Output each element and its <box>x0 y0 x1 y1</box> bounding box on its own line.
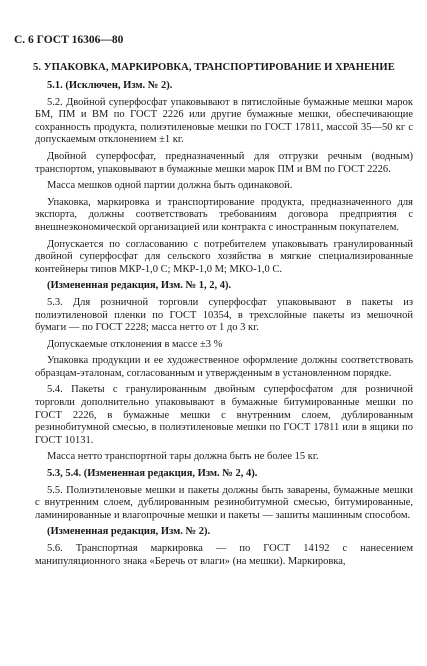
paragraph: Упаковка продукции и ее художественное оформление должны соответствовать образцам-эталонам, согласованным и утвержденным в установленном порядке. <box>35 355 413 379</box>
amendment-note: (Измененная редакция, Изм. № 2). <box>47 526 211 538</box>
paragraph: Упаковка, маркировка и транспортирование продукта, предназначенного для экспорта, должны соответствовать требованиям договора предприятия с внешнеэкономической организацией или контракта с иностранным покупателем. <box>35 196 413 233</box>
paragraph: 5.4. Пакеты с гранулированным двойным суперфосфатом для розничной торговли дополнительно упаковывают в бумажные битумированные мешки по ГОСТ 2226, в бумажные мешки с внутренним слоем, дублированным резинобитумной смесью, в полиэтиленовые мешки по ГОСТ 17811 или в ящики по ГОСТ 10131. <box>35 384 413 446</box>
amendment-note: (Измененная редакция, Изм. № 1, 2, 4). <box>47 280 232 292</box>
section-title: 5. УПАКОВКА, МАРКИРОВКА, ТРАНСПОРТИРОВАНИЕ И ХРАНЕНИЕ <box>33 62 395 73</box>
paragraph: 5.5. Полиэтиленовые мешки и пакеты должны быть заварены, бумажные мешки с внутренним слоем, дублированным резинобитумной смесью, битумированные, ламинированные и влагопрочные мешки и пакеты — зашиты машинным способом. <box>35 484 413 521</box>
page-header: С. 6 ГОСТ 16306—80 <box>14 34 124 46</box>
paragraph: 5.3. Для розничной торговли суперфосфат упаковывают в пакеты из полиэтиленовой пленки по ГОСТ 10354, в трехслойные пакеты из мешочной бумаги — по ГОСТ 2228; масса нетто от 1 до 3 кг. <box>35 296 413 334</box>
paragraph: Масса мешков одной партии должна быть одинаковой. <box>47 180 293 192</box>
paragraph: 5.2. Двойной суперфосфат упаковывают в пятислойные бумажные мешки марок БМ, ПМ и ВМ по ГОСТ 2226 или другие бумажные мешки, обеспечивающие сохранность продукта, полиэтиленовые мешки по ГОСТ 17811, массой 35—50 кг с допускаемым отклонением ±1 кг. <box>35 96 413 146</box>
paragraph: Допускается по согласованию с потребителем упаковывать гранулированный двойной суперфосфат для сельского хозяйства в мягкие специализированные контейнеры типов МКР-1,0 С; МКР-1,0 М; МКО-1,0 С. <box>35 238 413 275</box>
paragraph: 5.1. (Исключен, Изм. № 2). <box>47 80 173 91</box>
paragraph: Масса нетто транспортной тары должна быть не более 15 кг. <box>47 451 319 463</box>
document-body <box>35 80 413 572</box>
paragraph: Двойной суперфосфат, предназначенный для отгрузки речным (водным) транспортом, упаковывают в бумажные мешки марок ПМ и ВМ по ГОСТ 2226. <box>35 150 413 175</box>
amendment-note: 5.3, 5.4. (Измененная редакция, Изм. № 2, 4). <box>47 468 258 480</box>
paragraph: 5.6. Транспортная маркировка — по ГОСТ 14192 с нанесением манипуляционного знака «Беречь от влаги» (на мешки). Маркировка, <box>35 543 413 567</box>
paragraph: Допускаемые отклонения в массе ±3 % <box>47 338 223 350</box>
